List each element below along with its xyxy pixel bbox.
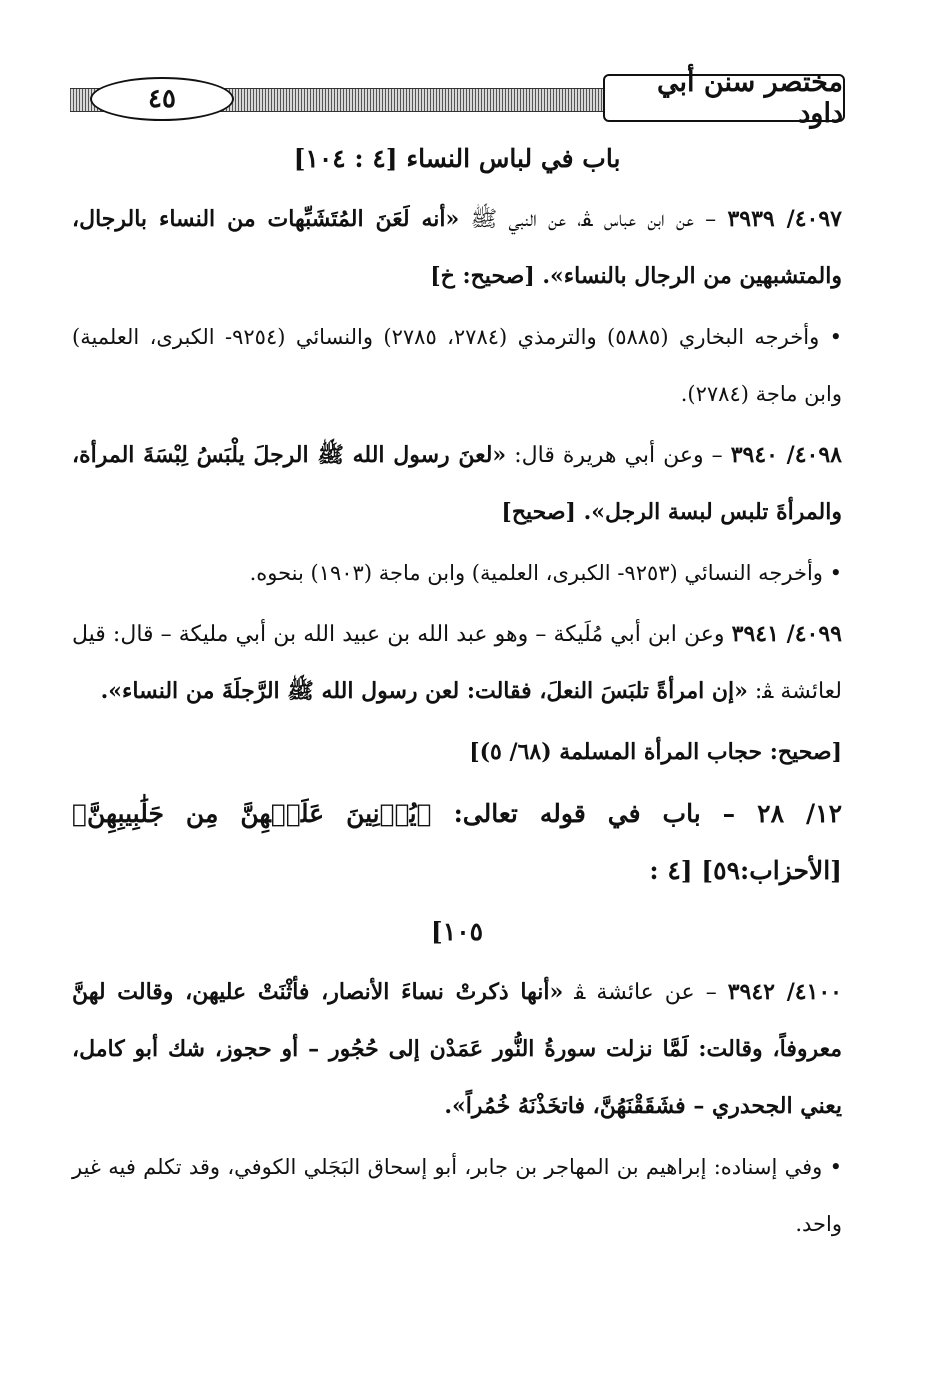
hadith-matn: «إن امرأةً تلبَسَ النعلَ، فقالت: لعن رسول الله ﷺ الرَّجلَةَ من النساء».: [100, 678, 748, 704]
hadith-4100: [72, 964, 842, 1135]
takhrij-4098: • وأخرجه النسائي (٩٢٥٣- الكبرى، العلمية) وابن ماجة (١٩٠٣) بنحوه.: [249, 561, 842, 585]
hadith-matn: «أنها ذكرتْ نساءَ الأنصار، فأثْنَتْ عليهن، وقالت لهنَّ معروفاً، وقالت: لَمَّا نزلت سورةُ النُّور عَمَدْن إلى حُجُور – أو حجوز، شك أبو كامل، يعني الجحدري – فشَقَقْنَهُنَّ، فاتخَذْنَهُ خُمُراً».: [72, 979, 842, 1119]
hadith-number: ٤٠٩٨/ ٣٩٤٠: [730, 442, 842, 468]
takhrij-4097: • وأخرجه البخاري (٥٨٨٥) والترمذي (٢٧٨٤، ٢٧٨٥) والنسائي (٩٢٥٤- الكبرى، العلمية) وابن ماجة (٢٧٨٤).: [72, 325, 842, 406]
note-4100: • وفي إسناده: إبراهيم بن المهاجر بن جابر، أبو إسحاق البَجَلي الكوفي، وقد تكلم فيه غير واحد.: [72, 1155, 842, 1236]
hadith-isnad: وعن ابن أبي مُلَيكة – وهو عبد الله بن عبيد الله بن أبي مليكة – قال: قيل لعائشة ﭭ:: [72, 622, 842, 704]
chapter-title-2: ١٢/ ٢٨ – باب في قوله تعالى: ﴿يُدۡنِينَ عَلَيۡهِنَّ مِن جَلَٰبِيبِهِنَّ﴾[الأحزاب:٥٩] [٤ :: [72, 799, 843, 885]
grading-4099: [صحيح: حجاب المرأة المسلمة (٦٨/ ٥)]: [469, 739, 842, 765]
hadith-4097: [72, 191, 842, 305]
hadith-number: ٤١٠٠/ ٣٩٤٢: [727, 979, 842, 1005]
hadith-4098: [72, 427, 842, 541]
hadith-isnad: – وعن أبي هريرة قال:: [506, 443, 731, 468]
page-number: ٤٥: [90, 77, 234, 121]
book-title: مختصر سنن أبي داود: [603, 74, 845, 122]
hadith-isnad: – عن ابن عباس ﭭ، عن النبي ﷺ: [459, 207, 728, 232]
hadith-matn: «أنه لَعَنَ المُتَشَبِّهات من النساء بالرجال، والمتشبهين من الرجال بالنساء». [صحيح: خ]: [72, 206, 842, 289]
page-header: [70, 67, 845, 129]
chapter-title-1: باب في لباس النساء [٤ : ١٠٤]: [293, 144, 621, 173]
hadith-4099: [72, 606, 842, 720]
page-body: [72, 130, 842, 1257]
hadith-number: ٤٠٩٩/ ٣٩٤١: [731, 621, 842, 647]
hadith-matn: «لعنَ رسول الله ﷺ الرجلَ يلْبَسُ لِبْسَةَ المرأة، والمرأةَ تلبس لبسة الرجل». [صحيح]: [72, 442, 842, 525]
hadith-number: ٤٠٩٧/ ٣٩٣٩: [727, 206, 842, 232]
chapter-title-2-cont: ١٠٥]: [430, 917, 484, 946]
hadith-isnad: – عن عائشة ﭭ: [563, 980, 728, 1005]
